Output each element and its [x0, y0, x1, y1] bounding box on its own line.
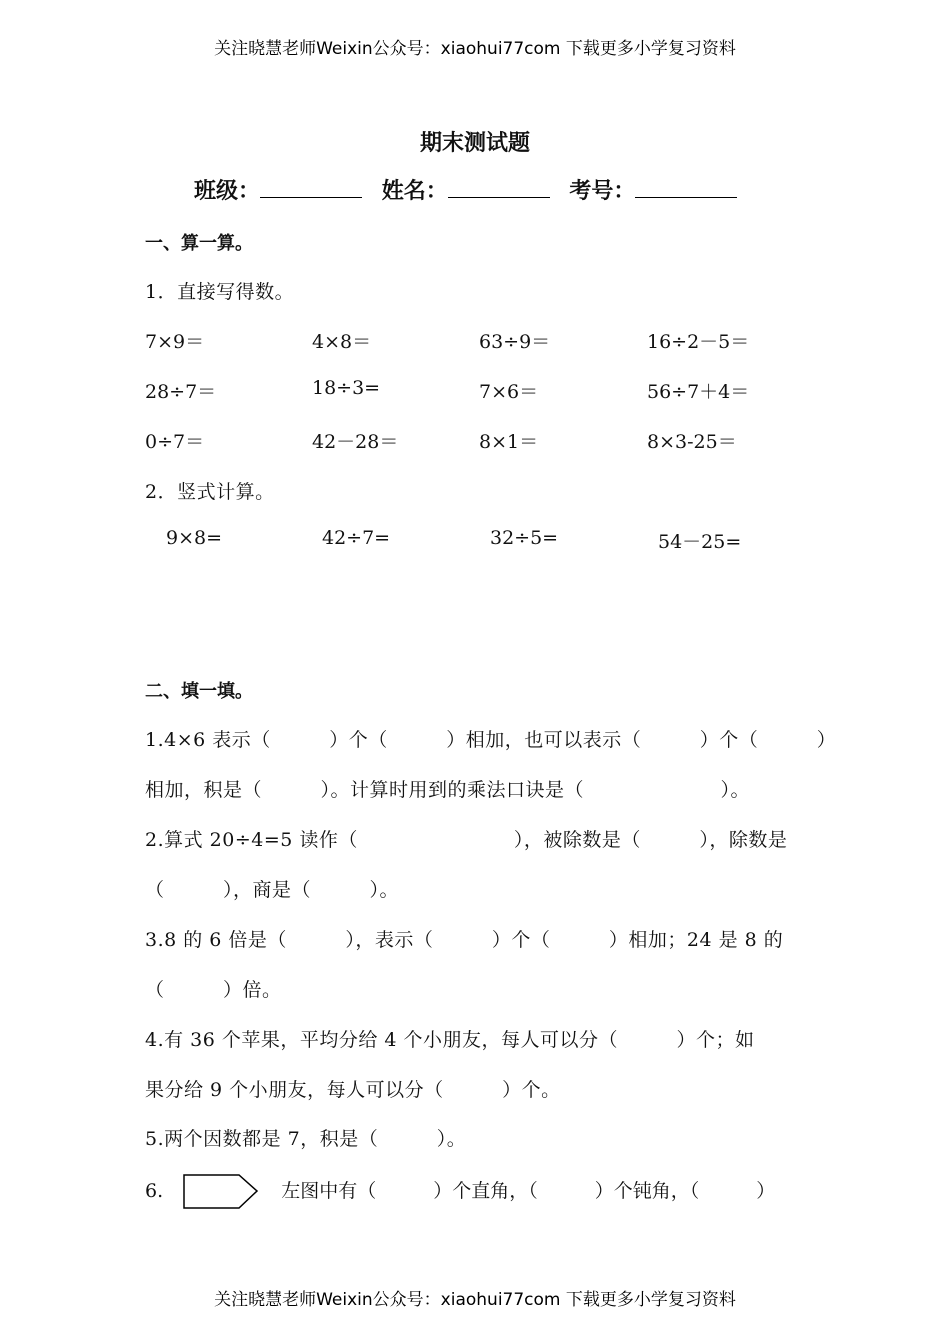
q1-title: 1．直接写得数。 — [145, 281, 295, 303]
fill-line: 4.有 36 个苹果，平均分给 4 个小朋友，每人可以分（ ）个；如 — [145, 1029, 755, 1051]
footer-banner: 关注晓慧老师Weixin公众号：xiaohui77com 下载更多小学复习资料 — [214, 1290, 736, 1310]
calc-item: 16÷2－5＝ — [647, 331, 750, 353]
student-info — [194, 174, 749, 205]
calc-item: 28÷7＝ — [145, 381, 217, 403]
number-blank[interactable] — [635, 177, 737, 198]
vertical-calc-item: 9×8= — [166, 527, 223, 549]
calc-item: 4×8＝ — [312, 331, 372, 353]
name-label: 姓名： — [381, 179, 448, 204]
q2-title: 2．竖式计算。 — [145, 481, 275, 503]
class-label: 班级： — [194, 179, 261, 204]
calc-item: 42－28＝ — [312, 431, 399, 453]
class-blank[interactable] — [260, 177, 362, 198]
vertical-calc-item: 54－25= — [658, 531, 742, 553]
name-blank[interactable] — [448, 177, 550, 198]
calc-item: 18÷3= — [312, 377, 381, 399]
fill-line: 1.4×6 表示（ ）个（ ）相加，也可以表示（ ）个（ ） — [145, 729, 837, 751]
calc-item: 8×3-25＝ — [647, 431, 737, 453]
vertical-calc-item: 42÷7= — [322, 527, 391, 549]
section1-heading: 一、算一算。 — [145, 233, 253, 254]
fill-line: （ ），商是（ ）。 — [145, 879, 400, 901]
fill-line: 2.算式 20÷4=5 读作（ ），被除数是（ ），除数是 — [145, 829, 788, 851]
fill-line: 果分给 9 个小朋友，每人可以分（ ）个。 — [145, 1079, 561, 1101]
pentagon-figure-icon — [181, 1172, 261, 1212]
q6-line — [145, 1172, 775, 1212]
q6-text: 左图中有（ ）个直角，（ ）个钝角，（ ） — [281, 1180, 776, 1202]
fill-line: 5.两个因数都是 7，积是（ ）。 — [145, 1128, 467, 1150]
fill-line: 3.8 的 6 倍是（ ），表示（ ）个（ ）相加；24 是 8 的 — [145, 929, 784, 951]
calc-item: 7×6＝ — [479, 381, 539, 403]
calc-item: 8×1＝ — [479, 431, 539, 453]
calc-item: 7×9＝ — [145, 331, 205, 353]
fill-line: 相加，积是（ ）。计算时用到的乘法口诀是（ ）。 — [145, 779, 751, 801]
header-banner: 关注晓慧老师Weixin公众号：xiaohui77com 下载更多小学复习资料 — [214, 39, 736, 59]
section2-heading: 二、填一填。 — [145, 681, 253, 702]
calc-item: 0÷7＝ — [145, 431, 205, 453]
q6-number: 6. — [145, 1180, 164, 1202]
fill-line: （ ）倍。 — [145, 979, 282, 1001]
number-label: 考号： — [569, 179, 636, 204]
calc-item: 56÷7＋4＝ — [647, 381, 750, 403]
vertical-calc-item: 32÷5= — [490, 527, 559, 549]
calc-item: 63÷9＝ — [479, 331, 551, 353]
page-title: 期末测试题 — [419, 131, 530, 156]
